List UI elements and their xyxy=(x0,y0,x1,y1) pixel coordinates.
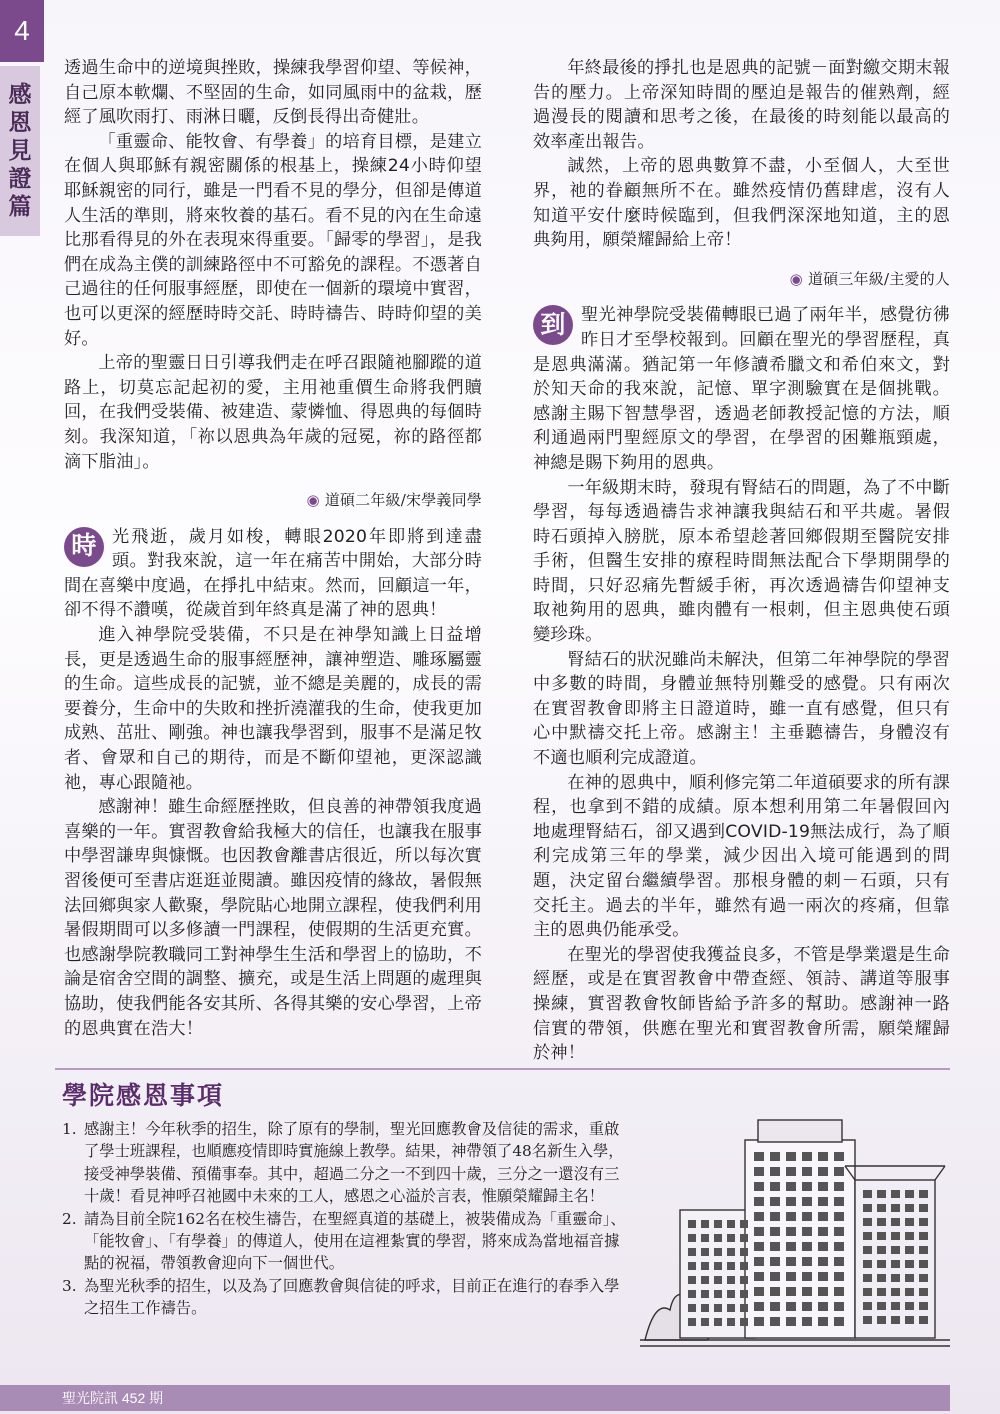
window-shape xyxy=(905,1274,914,1282)
window-shape xyxy=(802,1182,812,1191)
window-shape xyxy=(688,1234,696,1242)
window-shape xyxy=(905,1218,914,1226)
window-shape xyxy=(834,1317,844,1326)
page-number: 4 xyxy=(0,0,44,62)
footer-publication xyxy=(62,1388,163,1408)
window-shape xyxy=(905,1260,914,1268)
window-shape xyxy=(905,1302,914,1310)
left-intro-paragraph-2: 「重靈命、能牧會、有學養」的培育目標，是建立在個人與耶穌有親密關係的根基上，操練24小時仰望耶穌親密的同行，雖是一門看不見的學分，但卻是傳道人生活的準則，將來牧養的基石。看不見的內在生命遠比那看得見的外在表現來得重要。「歸零的學習」，是我們在成為主僕的訓練路徑中不可豁免的課程。不憑著自己過往的任何服事經歷，即使在一個新的環境中實習，也可以更深的經歷時時交託、時時禱告、時時仰望的美好。 xyxy=(64,131,482,349)
window-shape xyxy=(688,1304,696,1312)
window-shape xyxy=(863,1246,872,1254)
thanks-item-2 xyxy=(62,1208,634,1275)
window-shape xyxy=(818,1182,828,1191)
window-shape xyxy=(891,1190,900,1198)
window-shape xyxy=(740,1276,748,1284)
window-shape xyxy=(919,1316,928,1324)
left-intro-paragraph-3: 上帝的聖靈日日引導我們走在呼召跟隨祂腳蹤的道路上，切莫忘記起初的愛，主用祂重價生命將我們贖回，在我們受裝備、被建造、蒙憐恤、得恩典的每個時刻。我深知道，「祢以恩典為年歲的冠冕，祢的路徑都滴下脂油」。 xyxy=(64,353,482,472)
window-shape xyxy=(714,1318,722,1326)
window-shape xyxy=(863,1232,872,1240)
window-shape xyxy=(802,1212,812,1221)
window-shape xyxy=(754,1257,764,1266)
window-shape xyxy=(770,1227,780,1236)
window-shape xyxy=(727,1248,735,1256)
window-shape xyxy=(891,1232,900,1240)
window-shape xyxy=(905,1204,914,1212)
section-tab-char: 證 xyxy=(8,166,32,192)
thanks-item-number: 3. xyxy=(62,1276,77,1295)
window-shape xyxy=(802,1167,812,1176)
window-shape xyxy=(818,1287,828,1296)
window-shape xyxy=(877,1218,886,1226)
window-shape xyxy=(688,1220,696,1228)
window-shape xyxy=(818,1227,828,1236)
window-shape xyxy=(786,1197,796,1206)
window-shape xyxy=(802,1227,812,1236)
window-shape xyxy=(701,1262,709,1270)
section-tab-char: 感 xyxy=(8,82,32,108)
window-shape xyxy=(919,1302,928,1310)
thanks-item-text: 感謝主！今年秋季的招生，除了原有的學制，聖光回應教會及信徒的需求，重啟了學士班課程，也順應疫情即時實施線上教學。結果，神帶領了48名新生入學，接受神學裝備、預備事奉。其中，超過二分之一不到四十歲，三分之一還沒有三十歲！看見神呼召祂國中未來的工人，感恩之心溢於言表，惟願榮耀歸主名！ xyxy=(84,1120,624,1206)
window-shape xyxy=(802,1317,812,1326)
window-shape xyxy=(701,1220,709,1228)
window-shape xyxy=(919,1218,928,1226)
window-shape xyxy=(802,1197,812,1206)
window-shape xyxy=(754,1287,764,1296)
window-shape xyxy=(754,1197,764,1206)
window-shape xyxy=(818,1317,828,1326)
dropcap-left: 時 xyxy=(64,527,104,567)
right-first-paragraph-text: 聖光神學院受裝備轉眼已過了兩年半，感覺彷彿昨日才至學校報到。回顧在聖光的學習歷程，真是恩典滿滿。猶記第一年修讀希臘文和希伯來文，對於知天命的我來說，記憶、單字測驗實在是個挑戰。感謝主賜下智慧學習，透過老師教授記憶的方法，順利通過兩門聖經原文的學習，在學習的困難瓶頸處，神總是賜下夠用的恩典。 xyxy=(533,305,950,473)
window-shape xyxy=(802,1257,812,1266)
window-shape xyxy=(714,1248,722,1256)
window-shape xyxy=(863,1260,872,1268)
window-shape xyxy=(786,1227,796,1236)
bullet-icon: ◉ xyxy=(789,269,803,288)
window-shape xyxy=(877,1260,886,1268)
window-shape xyxy=(770,1182,780,1191)
window-shape xyxy=(834,1242,844,1251)
window-shape xyxy=(834,1257,844,1266)
window-shape xyxy=(818,1302,828,1311)
right-column xyxy=(533,56,950,1066)
window-shape xyxy=(834,1152,844,1161)
window-shape xyxy=(877,1274,886,1282)
window-shape xyxy=(802,1302,812,1311)
issue-number: 452 xyxy=(121,1390,146,1406)
window-shape xyxy=(802,1242,812,1251)
thanks-item-text: 為聖光秋季的招生，以及為了回應教會與信徒的呼求，目前正在進行的春季入學之招生工作禱告。 xyxy=(84,1276,620,1318)
window-shape xyxy=(740,1304,748,1312)
window-shape xyxy=(877,1302,886,1310)
window-shape xyxy=(770,1302,780,1311)
window-shape xyxy=(688,1276,696,1284)
bullet-icon: ◉ xyxy=(306,491,320,510)
window-shape xyxy=(740,1318,748,1326)
window-shape xyxy=(727,1220,735,1228)
window-shape xyxy=(802,1152,812,1161)
window-shape xyxy=(834,1212,844,1221)
window-shape xyxy=(786,1152,796,1161)
thanks-item-number: 1. xyxy=(62,1120,77,1138)
section-divider xyxy=(55,1068,950,1070)
window-shape xyxy=(714,1290,722,1298)
right-paragraph-2: 腎結石的狀況雖尚未解決，但第二年神學院的學習中多數的時間，身體並無特別難受的感覺。只有兩次在實習教會即將主日證道時，雖一直有感覺，但只有心中默禱交托上帝。感謝主！主垂聽禱告，身體沒有不適也順利完成證道。 xyxy=(533,649,950,769)
window-shape xyxy=(786,1167,796,1176)
window-shape xyxy=(688,1318,696,1326)
window-shape xyxy=(786,1317,796,1326)
window-shape xyxy=(727,1234,735,1242)
window-shape xyxy=(727,1262,735,1270)
window-shape xyxy=(786,1302,796,1311)
window-shape xyxy=(770,1242,780,1251)
window-shape xyxy=(877,1246,886,1254)
right-paragraph-4: 在聖光的學習使我獲益良多，不管是學業還是生命經歷，或是在實習教會中帶查經、領詩、講道等服事操練，實習教會牧師皆給予許多的幫助。感謝神一路信實的帶領，供應在聖光和實習教會所需，願榮耀歸於神！ xyxy=(533,944,950,1064)
left-intro-paragraph-1: 透過生命中的逆境與挫敗，操練我學習仰望、等候神，自己原本軟爛、不堅固的生命，如同風雨中的盆栽，歷經了風吹雨打、雨淋日曬，反倒長得出奇健壯。 xyxy=(64,58,482,128)
window-shape xyxy=(877,1316,886,1324)
window-shape xyxy=(877,1288,886,1296)
right-first-paragraph xyxy=(533,303,950,475)
window-shape xyxy=(863,1274,872,1282)
window-shape xyxy=(818,1152,828,1161)
window-shape xyxy=(754,1317,764,1326)
window-shape xyxy=(905,1288,914,1296)
window-shape xyxy=(905,1316,914,1324)
window-shape xyxy=(770,1257,780,1266)
window-shape xyxy=(802,1272,812,1281)
window-shape xyxy=(754,1167,764,1176)
window-shape xyxy=(754,1272,764,1281)
window-shape xyxy=(786,1272,796,1281)
window-shape xyxy=(786,1287,796,1296)
window-shape xyxy=(891,1260,900,1268)
window-shape xyxy=(786,1257,796,1266)
window-shape xyxy=(877,1190,886,1198)
dropcap-right: 到 xyxy=(533,305,573,345)
thanks-item-text: 請為目前全院162名在校生禱告，在聖經真道的基礎上，被裝備成為「重靈命」、「能牧會」、「有學養」的傳道人，使用在這裡紮實的學習，將來成為當地福音據點的祝福，帶領教會迎向下一個世代。 xyxy=(84,1209,626,1273)
window-shape xyxy=(891,1316,900,1324)
window-shape xyxy=(863,1190,872,1198)
window-shape xyxy=(818,1272,828,1281)
left-paragraph-2: 感謝神！雖生命經歷挫敗，但良善的神帶領我度過喜樂的一年。實習教會給我極大的信任，也讓我在服事中學習謙卑與慷慨。也因教會離書店很近，所以每次實習後便可至書店逛逛並閱讀。雖因疫情的緣故，暑假無法回鄉與家人歡聚，學院貼心地開立課程，使我們利用暑假期間可以多修讀一門課程，使假期的生活更充實。也感謝學院教職同工對神學生生活和學習上的協助，不論是宿舍空間的調整、擴充，或是生活上問題的處理與協助，使我們能各安其所、各得其樂的安心學習，上帝的恩典實在浩大！ xyxy=(64,797,482,1039)
window-shape xyxy=(834,1182,844,1191)
section-tab-char: 恩 xyxy=(8,110,32,136)
window-shape xyxy=(891,1246,900,1254)
left-first-paragraph-text: 光飛逝，歲月如梭，轉眼2020年即將到達盡頭。對我來說，這一年在痛苦中開始，大部分時間在喜樂中度過，在掙扎中結束。然而，回顧這一年，卻不得不讚嘆，從歲首到年終真是滿了神的恩典！ xyxy=(64,526,482,621)
window-shape xyxy=(727,1276,735,1284)
window-shape xyxy=(727,1290,735,1298)
window-shape xyxy=(891,1218,900,1226)
window-shape xyxy=(818,1197,828,1206)
right-paragraph-1: 一年級期末時，發現有腎結石的問題，為了不中斷學習，每每透過禱告求神讓我與結石和平共處。暑假時石頭掉入膀胱，原本希望趁著回鄉假期至醫院安排手術，但醫生安排的療程時間無法配合下學期開學的時間，只好忍痛先暫緩手術，再次透過禱告仰望神支取祂夠用的恩典，雖肉體有一根刺，但主恩典使石頭變珍珠。 xyxy=(533,477,950,646)
window-shape xyxy=(834,1302,844,1311)
window-shape xyxy=(919,1246,928,1254)
left-paragraph-1: 進入神學院受裝備，不只是在神學知識上日益增長，更是透過生命的服事經歷神，讓神塑造、雕琢屬靈的生命。這些成長的記號，並不總是美麗的，成長的需要養分，生命中的失敗和挫折澆灌我的生命，使我更加成熟、茁壯、剛強。神也讓我學習到，服事不是滿足牧者、會眾和自己的期待，而是不斷仰望祂，更深認識祂，專心跟隨祂。 xyxy=(64,625,482,793)
window-shape xyxy=(905,1246,914,1254)
window-shape xyxy=(905,1190,914,1198)
byline-left-text: 道碩二年級/宋學義同學 xyxy=(324,491,482,510)
window-shape xyxy=(740,1248,748,1256)
window-shape xyxy=(834,1227,844,1236)
window-shape xyxy=(701,1276,709,1284)
window-shape xyxy=(714,1220,722,1228)
window-shape xyxy=(891,1274,900,1282)
window-shape xyxy=(754,1212,764,1221)
window-shape xyxy=(919,1288,928,1296)
window-shape xyxy=(770,1212,780,1221)
byline-right xyxy=(533,267,950,292)
window-shape xyxy=(834,1272,844,1281)
window-shape xyxy=(863,1288,872,1296)
window-shape xyxy=(905,1232,914,1240)
section-tab-char: 見 xyxy=(8,138,32,164)
thanks-item-3 xyxy=(62,1275,634,1320)
window-shape xyxy=(754,1302,764,1311)
window-shape xyxy=(701,1248,709,1256)
window-shape xyxy=(701,1290,709,1298)
window-shape xyxy=(863,1316,872,1324)
window-shape xyxy=(891,1204,900,1212)
window-shape xyxy=(919,1204,928,1212)
window-shape xyxy=(740,1234,748,1242)
window-shape xyxy=(818,1167,828,1176)
window-shape xyxy=(754,1242,764,1251)
window-shape xyxy=(834,1167,844,1176)
window-shape xyxy=(770,1197,780,1206)
window-shape xyxy=(688,1290,696,1298)
window-shape xyxy=(818,1212,828,1221)
window-shape xyxy=(919,1260,928,1268)
window-shape xyxy=(727,1318,735,1326)
window-shape xyxy=(834,1287,844,1296)
section-tab xyxy=(0,66,40,236)
byline-left xyxy=(64,488,482,513)
issue-suffix: 期 xyxy=(149,1390,164,1406)
window-shape xyxy=(863,1302,872,1310)
window-shape xyxy=(786,1212,796,1221)
window-shape xyxy=(877,1204,886,1212)
window-shape xyxy=(877,1232,886,1240)
thanks-item-1 xyxy=(62,1118,634,1208)
window-shape xyxy=(919,1232,928,1240)
window-shape xyxy=(786,1242,796,1251)
left-column xyxy=(64,56,482,1041)
window-shape xyxy=(863,1218,872,1226)
window-shape xyxy=(770,1152,780,1161)
window-shape xyxy=(714,1234,722,1242)
window-shape xyxy=(714,1262,722,1270)
window-shape xyxy=(688,1248,696,1256)
building-illustration xyxy=(640,1100,950,1350)
window-shape xyxy=(770,1317,780,1326)
window-shape xyxy=(863,1204,872,1212)
window-shape xyxy=(802,1287,812,1296)
window-shape xyxy=(786,1182,796,1191)
window-shape xyxy=(770,1167,780,1176)
window-shape xyxy=(688,1262,696,1270)
window-shape xyxy=(701,1304,709,1312)
window-shape xyxy=(754,1182,764,1191)
thanks-title: 學院感恩事項 xyxy=(62,1081,225,1110)
window-shape xyxy=(919,1190,928,1198)
window-shape xyxy=(754,1227,764,1236)
window-shape xyxy=(891,1302,900,1310)
window-shape xyxy=(740,1290,748,1298)
window-shape xyxy=(818,1242,828,1251)
window-shape xyxy=(714,1276,722,1284)
window-shape xyxy=(740,1262,748,1270)
window-shape xyxy=(891,1288,900,1296)
section-tab-char: 篇 xyxy=(8,194,32,220)
left-first-paragraph xyxy=(64,525,482,623)
thanks-item-number: 2. xyxy=(62,1209,77,1228)
right-paragraph-3: 在神的恩典中，順利修完第二年道碩要求的所有課程，也拿到不錯的成績。原本想利用第二年暑假回內地處理腎結石，卻又遇到COVID-19無法成行，為了順利完成第三年的學業，減少因出入境可能遇到的問題，決定留台繼續學習。那根身體的刺－石頭，只有交托主。過去的半年，雖然有過一兩次的疼痛，但靠主的恩典仍能承受。 xyxy=(533,772,950,941)
window-shape xyxy=(727,1304,735,1312)
window-shape xyxy=(740,1220,748,1228)
window-shape xyxy=(701,1234,709,1242)
window-shape xyxy=(919,1274,928,1282)
window-shape xyxy=(701,1318,709,1326)
window-shape xyxy=(834,1197,844,1206)
window-shape xyxy=(818,1257,828,1266)
thanks-list xyxy=(62,1118,634,1320)
byline-right-text: 道碩三年級/主愛的人 xyxy=(807,269,950,288)
right-intro-paragraph-1: 年終最後的掙扎也是恩典的記號－面對繳交期末報告的壓力。上帝深知時間的壓迫是報告的催熟劑，經過漫長的閱讀和思考之後，在最後的時刻能以最高的效率產出報告。 xyxy=(533,58,950,152)
window-shape xyxy=(754,1152,764,1161)
right-intro-paragraph-2: 誠然，上帝的恩典數算不盡，小至個人，大至世界，祂的眷顧無所不在。雖然疫情仍舊肆虐，沒有人知道平安什麼時候臨到，但我們深深地知道，主的恩典夠用，願榮耀歸給上帝！ xyxy=(533,156,950,251)
publication-name: 聖光院訊 xyxy=(62,1390,118,1406)
window-shape xyxy=(714,1304,722,1312)
window-shape xyxy=(770,1272,780,1281)
window-shape xyxy=(770,1287,780,1296)
